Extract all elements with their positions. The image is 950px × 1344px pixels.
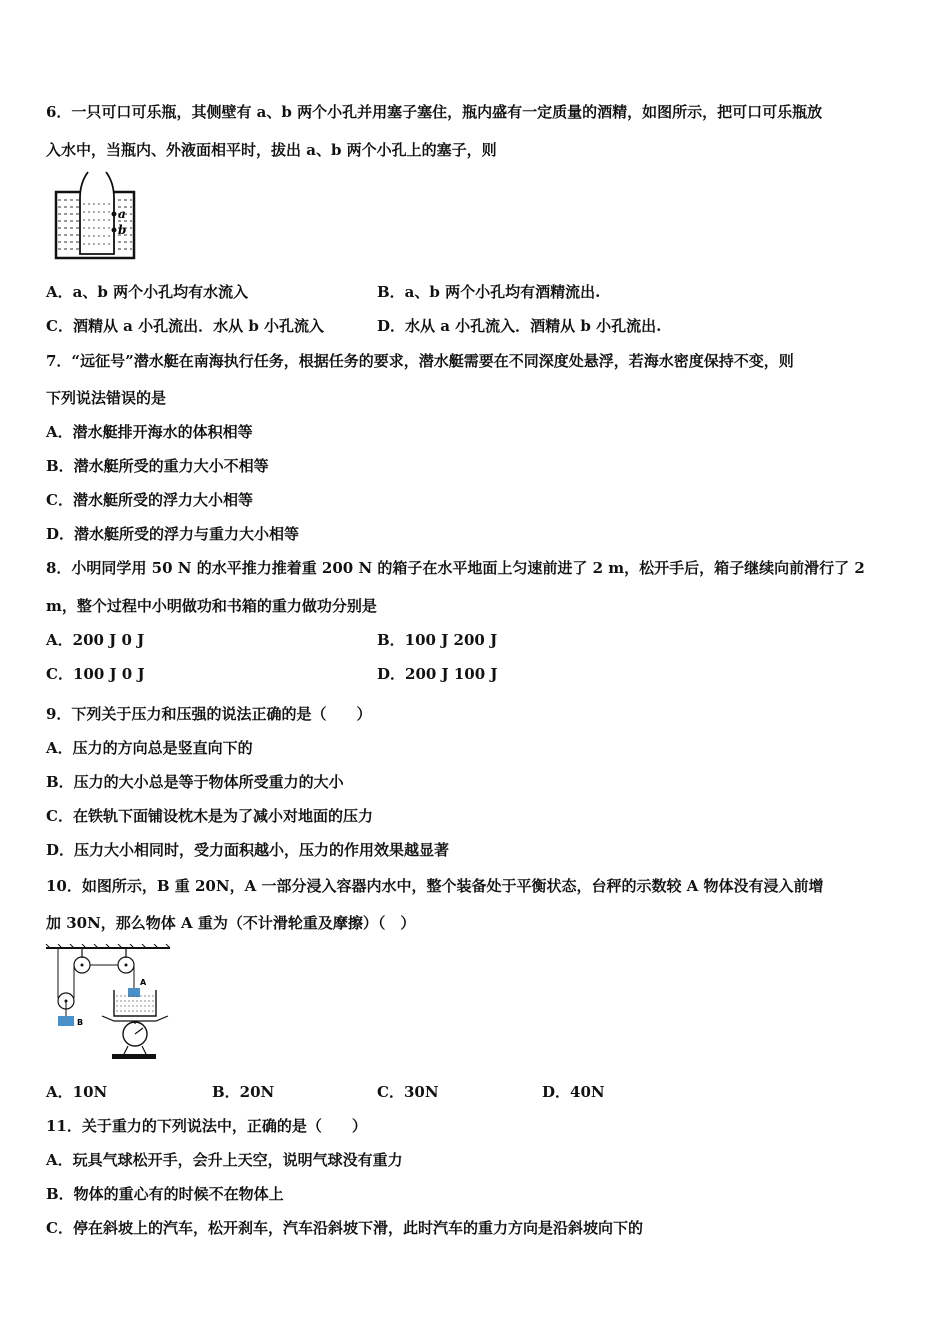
q10-option-a[interactable]: A．10N	[46, 1083, 108, 1101]
block-b-label: B	[77, 1018, 84, 1027]
hole-b-marker	[112, 228, 117, 233]
q6-bottle-figure	[52, 170, 142, 262]
q9-stem: 9．下列关于压力和压强的说法正确的是（ ）	[46, 705, 372, 723]
q7-option-d[interactable]: D．潜水艇所受的浮力与重力大小相等	[46, 525, 300, 543]
q7-stem-line1: 7．“远征号”潜水艇在南海执行任务，根据任务的要求，潜水艇需要在不同深度处悬浮，若海水密度保持不变，则	[46, 352, 794, 370]
q6-option-b[interactable]: B．a、b 两个小孔均有酒精流出.	[377, 283, 601, 301]
q6-option-d[interactable]: D．水从 a 小孔流入．酒精从 b 小孔流出.	[377, 317, 662, 335]
block-a-label: A	[140, 978, 147, 987]
q7-stem-line2: 下列说法错误的是	[46, 389, 167, 407]
hole-b-label: b	[118, 223, 127, 237]
q7-option-b[interactable]: B．潜水艇所受的重力大小不相等	[46, 457, 269, 475]
q9-option-b[interactable]: B．压力的大小总是等于物体所受重力的大小	[46, 773, 344, 791]
block-b	[58, 1016, 74, 1026]
q6-stem-line1: 6．一只可口可乐瓶，其侧壁有 a、b 两个小孔并用塞子塞住，瓶内盛有一定质量的酒精，如图所示，把可口可乐瓶放	[46, 103, 823, 121]
q8-option-b[interactable]: B．100 J 200 J	[377, 631, 498, 649]
q7-option-a[interactable]: A．潜水艇排开海水的体积相等	[46, 423, 253, 441]
q9-option-d[interactable]: D．压力大小相同时，受力面积越小，压力的作用效果越显著	[46, 841, 450, 859]
hole-a-marker	[112, 212, 117, 217]
q10-pulley-scale-figure	[44, 944, 174, 1062]
q11-option-a[interactable]: A．玩具气球松开手，会升上天空，说明气球没有重力	[46, 1151, 403, 1169]
q8-stem-line2: m，整个过程中小明做功和书箱的重力做功分别是	[46, 597, 377, 615]
q9-option-a[interactable]: A．压力的方向总是竖直向下的	[46, 739, 253, 757]
hole-a-label: a	[118, 207, 126, 221]
q8-option-d[interactable]: D．200 J 100 J	[377, 665, 498, 683]
q11-option-c[interactable]: C．停在斜坡上的汽车，松开刹车，汽车沿斜坡下滑，此时汽车的重力方向是沿斜坡向下的	[46, 1219, 643, 1237]
q8-stem-line1: 8．小明同学用 50 N 的水平推力推着重 200 N 的箱子在水平地面上匀速前进了 2 m，松开手后，箱子继续向前滑行了 2	[46, 559, 865, 577]
q10-option-d[interactable]: D．40N	[542, 1083, 605, 1101]
q10-option-b[interactable]: B．20N	[212, 1083, 275, 1101]
q10-stem-line2: 加 30N，那么物体 A 重为（不计滑轮重及摩擦）（ ）	[46, 914, 416, 932]
q11-stem: 11．关于重力的下列说法中，正确的是（ ）	[46, 1117, 367, 1135]
q11-option-b[interactable]: B．物体的重心有的时候不在物体上	[46, 1185, 284, 1203]
q8-option-c[interactable]: C．100 J 0 J	[46, 665, 145, 683]
q9-option-c[interactable]: C．在铁轨下面铺设枕木是为了减小对地面的压力	[46, 807, 373, 825]
q6-option-a[interactable]: A．a、b 两个小孔均有水流入	[46, 283, 249, 301]
q6-stem-line2: 入水中，当瓶内、外液面相平时，拔出 a、b 两个小孔上的塞子，则	[46, 141, 497, 159]
q7-option-c[interactable]: C．潜水艇所受的浮力大小相等	[46, 491, 253, 509]
q10-stem-line1: 10．如图所示，B 重 20N，A 一部分浸入容器内水中，整个装备处于平衡状态，台秤的示数较 A 物体没有浸入前增	[46, 877, 824, 895]
q8-option-a[interactable]: A．200 J 0 J	[46, 631, 145, 649]
q10-option-c[interactable]: C．30N	[377, 1083, 439, 1101]
q6-option-c[interactable]: C．酒精从 a 小孔流出．水从 b 小孔流入	[46, 317, 325, 335]
